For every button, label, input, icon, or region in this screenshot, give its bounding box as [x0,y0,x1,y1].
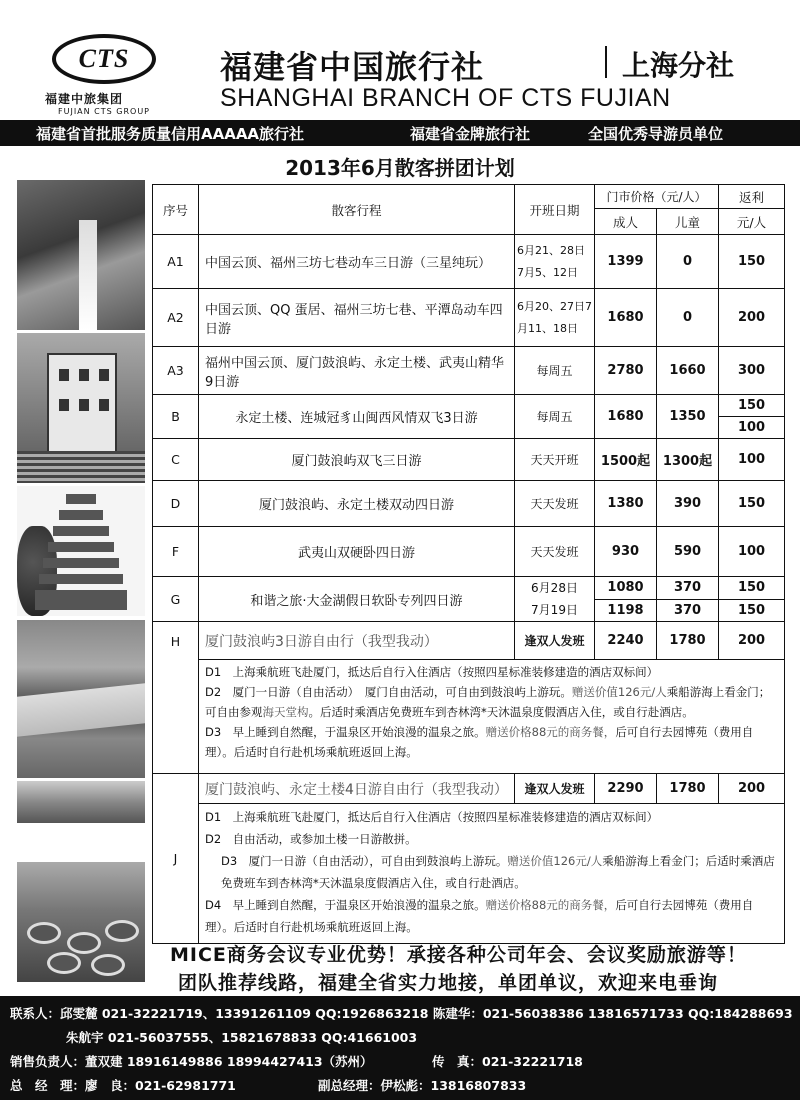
row-date: 每周五 [515,347,595,395]
row-route: 中国云顶、福州三坊七巷动车三日游（三星纯玩） [199,235,515,289]
river-rafting-photo [17,620,145,778]
team-slogan: 团队推荐线路，福建全省实力地接，单团单议，欢迎来电垂询 [178,972,719,994]
row-adult-price: 930 [595,527,657,577]
header [0,0,800,118]
row-date-line: 月11、18日 [517,321,578,335]
itinerary-h [199,660,785,774]
row-child-price: 1780 [657,774,719,804]
tulou-photo [17,862,145,982]
row-rebate: 100 [719,439,785,481]
itinerary-day: D1 上海乘航班飞赴厦门，抵达后自行入住酒店（按照四星标准装修建造的酒店双标间） [205,665,659,679]
itinerary-day: D1 上海乘航班飞赴厦门，抵达后自行入住酒店（按照四星标准装修建造的酒店双标间） [205,810,659,824]
plan-title: 2013年6月散客拼团计划 [285,156,515,180]
table-row [153,235,785,289]
brand-title-en: SHANGHAI BRANCH OF CTS FUJIAN [220,84,671,112]
row-adult-price: 1198 [595,599,657,622]
table-row [153,577,785,600]
row-adult-price: 2240 [595,622,657,660]
row-date: 逢双人发班 [515,622,595,660]
row-rebate: 200 [719,774,785,804]
itinerary-text: D3 厦门一日游（自由活动），可自由到鼓浪屿上游玩。 [221,854,508,868]
brand-branch: 上海分社 [622,49,735,82]
table-row [153,481,785,527]
row-rebate: 200 [719,289,785,347]
header-route: 散客行程 [199,185,515,235]
row-child-price: 0 [657,235,719,289]
row-rebate: 150 [719,235,785,289]
cts-logo [52,34,156,84]
row-child-price: 370 [657,577,719,600]
table-row [153,774,785,804]
row-route: 厦门鼓浪屿3日游自由行（我型我动） [199,622,515,660]
itinerary-text: D3 早上睡到自然醒，于温泉区开始浪漫的温泉之旅。 [205,725,486,739]
row-no: A3 [153,347,199,395]
row-child-price: 1780 [657,622,719,660]
row-no: F [153,527,199,577]
row-date: 逢双人发班 [515,774,595,804]
row-child-price: 1660 [657,347,719,395]
row-rebate: 300 [719,347,785,395]
contact-line: 联系人：邱雯麓 021-32221719、13391261109 QQ:1926863218 陈建华：021-56038386 13816571733 QQ:184288693 [10,1006,793,1021]
logo-text: CTS [78,44,130,73]
itinerary-gift: 赠送价值126元/人 [571,685,667,699]
itinerary-gift: 赠送价格88元的商务餐， [485,725,616,739]
honor-item: 全国优秀导游员单位 [588,125,724,143]
table-row [153,622,785,660]
row-adult-price: 2780 [595,347,657,395]
row-no: H [153,622,199,774]
contact-footer [0,996,800,1100]
itinerary-text: 乘船游海上看金门；可自由参观 [205,685,771,719]
itinerary-text: D4 早上睡到自然醒，于温泉区开始浪漫的温泉之旅。 [205,898,486,912]
row-child-price: 1350 [657,395,719,439]
row-date-line: 6月20、27日7 [517,299,592,313]
row-date-line: 6月21、28日 [517,243,585,257]
brand-divider [605,46,607,78]
row-rebate: 200 [719,622,785,660]
itinerary-day [205,850,778,894]
row-child-price: 390 [657,481,719,527]
honor-item: 福建省金牌旅行社 [410,125,531,143]
row-date: 天天发班 [515,527,595,577]
itinerary-text: 。后适时乘酒店免费班车到杏林湾*天沐温泉度假酒店入住，或自行赴酒店。 [308,705,694,719]
table-row [153,289,785,347]
row-adult-price: 1680 [595,289,657,347]
row-route: 永定土楼、连城冠豸山闽西风情双飞3日游 [199,395,515,439]
row-date [515,577,595,622]
honors-banner [0,120,800,146]
row-rebate: 150 [719,481,785,527]
row-date: 天天发班 [515,481,595,527]
waterfall-photo [17,180,145,330]
contact-line: 朱航宇 021-56037555、15821678833 QQ:41661003 [66,1030,418,1045]
row-route: 武夷山双硬卧四日游 [199,527,515,577]
row-date-line: 7月19日 [531,603,578,617]
brand-title-cn: 福建省中国旅行社 [220,48,485,86]
row-date [515,289,595,347]
itinerary-row [153,660,785,774]
itinerary-text: 后可自行去园博苑（费用自理）。后适时自行赴机场乘航班返回上海。 [205,898,754,934]
row-route: 厦门鼓浪屿双飞三日游 [199,439,515,481]
row-adult-price: 1399 [595,235,657,289]
itinerary-day [205,894,778,938]
header-child: 儿童 [657,209,719,235]
row-route: 中国云顶、QQ 蛋居、福州三坊七巷、平潭岛动车四日游 [199,289,515,347]
row-date: 每周五 [515,395,595,439]
row-rebate: 100 [719,527,785,577]
row-adult-price: 1500起 [595,439,657,481]
row-adult-price: 1080 [595,577,657,600]
table-row [153,439,785,481]
table-row [153,527,785,577]
row-adult-price: 1380 [595,481,657,527]
row-adult-price: 1680 [595,395,657,439]
row-date-line: 6月28日 [531,581,578,595]
itinerary-gift: 赠送价格88元的商务餐， [485,898,616,912]
field-photo [17,781,145,823]
row-no: B [153,395,199,439]
itinerary-highlight: 海天堂构 [262,705,309,719]
row-date [515,235,595,289]
row-route: 福州中国云顶、厦门鼓浪屿、永定土楼、武夷山精华9日游 [199,347,515,395]
row-rebate: 150 [719,599,785,622]
row-date-line: 7月5、12日 [517,265,578,279]
row-route: 厦门鼓浪屿、永定土楼4日游自由行（我型我动） [199,774,515,804]
row-no: G [153,577,199,622]
itinerary-text: D2 厦门一日游（自由活动） 厦门自由活动，可自由到鼓浪屿上游玩。 [205,685,572,699]
pagoda-photo [17,486,145,616]
row-child-price: 0 [657,289,719,347]
group-name-cn: 福建中旅集团 [45,92,124,106]
itinerary-text: 后可自行去园博苑（费用自理）。后适时自行赴机场乘航班返回上海。 [205,725,754,759]
row-no: A1 [153,235,199,289]
row-route: 厦门鼓浪屿、永定土楼双动四日游 [199,481,515,527]
header-rebate-unit: 元/人 [719,209,785,235]
header-no: 序号 [153,185,199,235]
header-price: 门市价格（元/人） [595,185,719,209]
row-date: 天天开班 [515,439,595,481]
header-date: 开班日期 [515,185,595,235]
row-no: A2 [153,289,199,347]
group-name-en: FUJIAN CTS GROUP [58,107,151,116]
mice-slogan: MICE商务会议专业优势！承接各种公司年会、会议奖励旅游等！ [170,944,747,966]
gm-line: 总 经 理：廖 良：021-62981771 [10,1078,236,1093]
row-child-price: 1300起 [657,439,719,481]
itinerary-day [205,722,778,762]
row-rebate: 100 [719,417,785,439]
table-row [153,347,785,395]
row-rebate: 150 [719,395,785,417]
fax-line: 传 真：021-32221718 [432,1054,583,1069]
row-no: J [153,774,199,944]
row-child-price: 590 [657,527,719,577]
building-photo [17,333,145,483]
row-route: 和谐之旅·大金湖假日软卧专列四日游 [199,577,515,622]
header-adult: 成人 [595,209,657,235]
header-rebate: 返利 [719,185,785,209]
honor-item: 福建省首批服务质量信用AAAAA旅行社 [36,125,305,143]
itinerary-row [153,804,785,944]
row-no: C [153,439,199,481]
dgm-line: 副总经理：伊松彪：13816807833 [318,1078,527,1093]
row-no: D [153,481,199,527]
table-row [153,395,785,417]
row-child-price: 370 [657,599,719,622]
itinerary-j [199,804,785,944]
row-adult-price: 2290 [595,774,657,804]
itinerary-gift: 赠送价值126元/人 [507,854,603,868]
row-rebate: 150 [719,577,785,600]
itinerary-text: 乘船游海上看金门；后适时乘酒店免费班车到杏林湾*天沐温泉度假酒店入住，或自行赴酒店。 [221,854,775,890]
tour-schedule-table [152,184,785,944]
itinerary-day: D2 自由活动，或参加土楼一日游散拼。 [205,832,417,846]
itinerary-day [205,682,778,722]
sales-line: 销售负责人：董双建 18916149886 18994427413（苏州） [10,1054,373,1069]
